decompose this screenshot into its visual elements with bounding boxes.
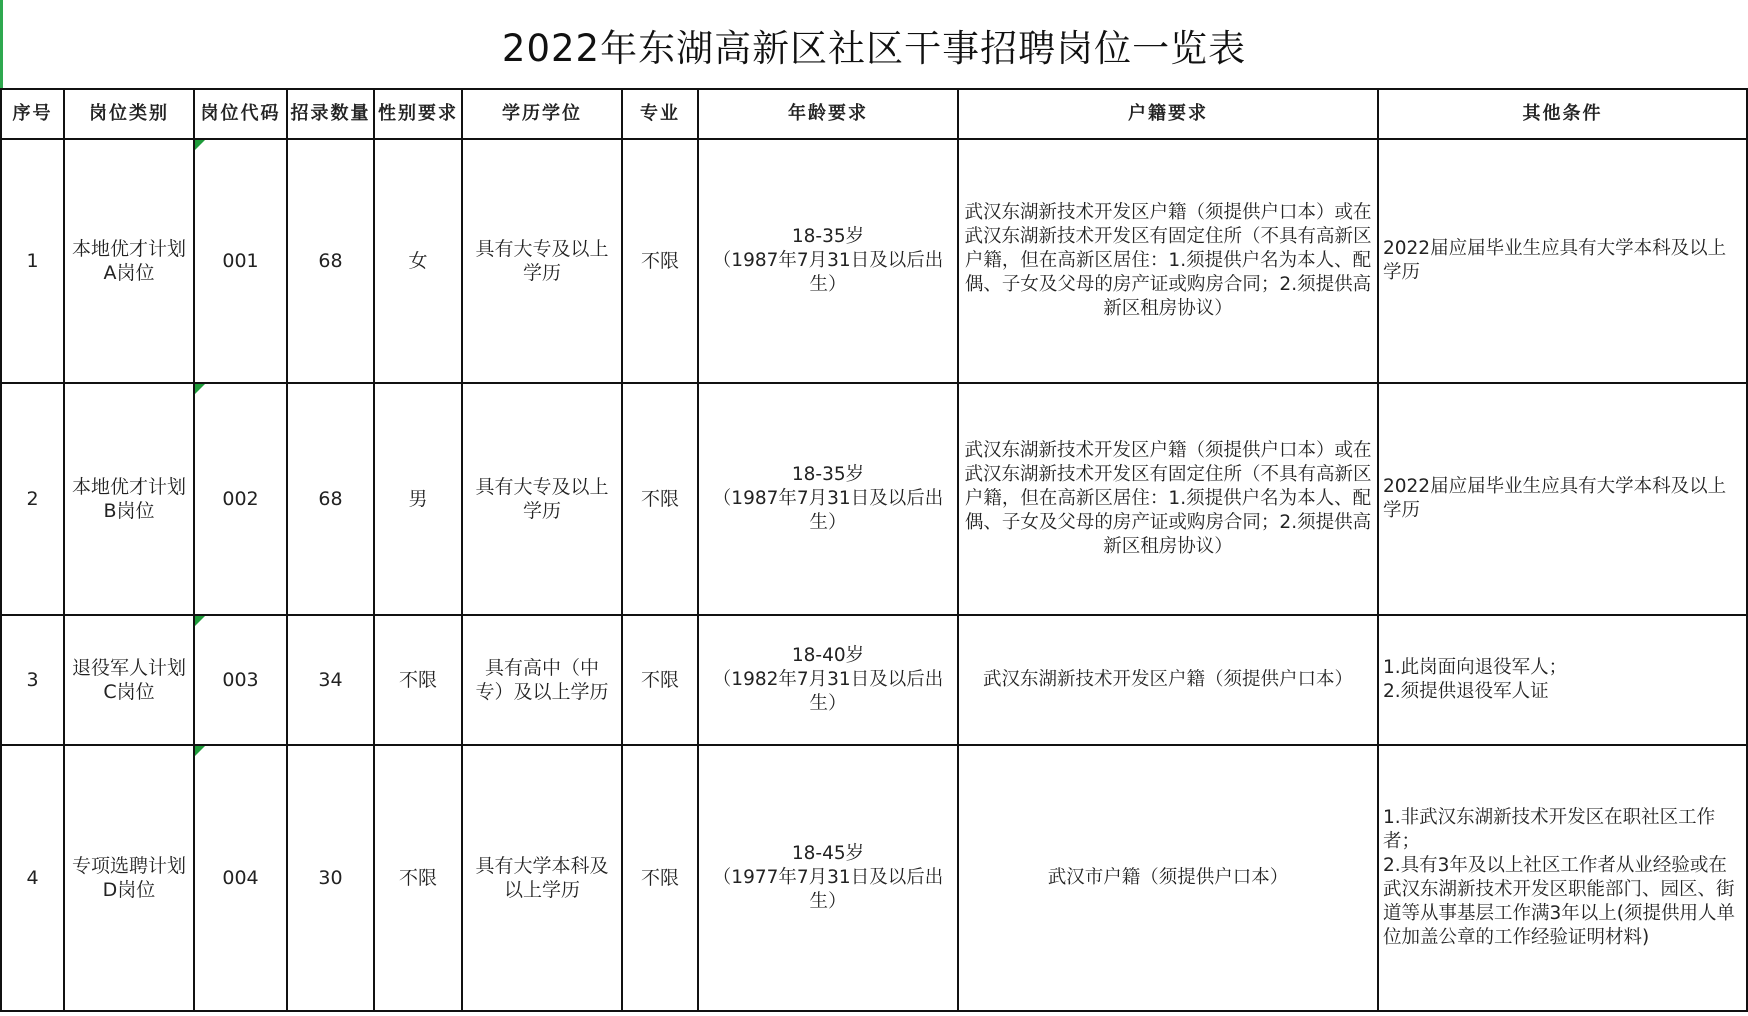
cell-code[interactable] xyxy=(194,615,287,745)
cell-major[interactable]: 不限 xyxy=(622,615,698,745)
cell-hukou[interactable]: 武汉东湖新技术开发区户籍（须提供户口本）或在武汉东湖新技术开发区有固定住所（不具有高新区户籍，但在高新区居住：1.须提供户名为本人、配偶、子女及父母的房产证或购房合同；2.须提供高新区租房协议） xyxy=(958,383,1378,615)
header-code[interactable]: 岗位代码 xyxy=(194,89,287,139)
cell-education[interactable]: 具有大专及以上 学历 xyxy=(462,139,622,383)
cell-seq[interactable]: 3 xyxy=(1,615,64,745)
header-major[interactable]: 专业 xyxy=(622,89,698,139)
cell-age[interactable]: 18-35岁 （1987年7月31日及以后出 生） xyxy=(698,139,958,383)
cell-other[interactable]: 1.非武汉东湖新技术开发区在职社区工作者； 2.具有3年及以上社区工作者从业经验或在武汉东湖新技术开发区职能部门、园区、街道等从事基层工作满3年以上(须提供用人单位加盖公章的工作经验证明材料) xyxy=(1378,745,1747,1011)
cell-gender[interactable]: 不限 xyxy=(374,615,462,745)
cell-code-text: 002 xyxy=(222,488,259,510)
cell-seq[interactable]: 4 xyxy=(1,745,64,1011)
cell-code[interactable] xyxy=(194,745,287,1011)
cell-code-text: 003 xyxy=(222,669,259,691)
cell-education[interactable]: 具有大专及以上 学历 xyxy=(462,383,622,615)
cell-hukou[interactable]: 武汉市户籍（须提供户口本） xyxy=(958,745,1378,1011)
cell-age[interactable]: 18-45岁 （1977年7月31日及以后出 生） xyxy=(698,745,958,1011)
table-row xyxy=(1,383,1747,615)
cell-code[interactable] xyxy=(194,139,287,383)
cell-count[interactable]: 68 xyxy=(287,139,374,383)
header-category[interactable]: 岗位类别 xyxy=(64,89,194,139)
sheet-title: 2022年东湖高新区社区干事招聘岗位一览表 xyxy=(501,27,1247,70)
cell-other[interactable]: 2022届应届毕业生应具有大学本科及以上学历 xyxy=(1378,383,1747,615)
header-hukou[interactable]: 户籍要求 xyxy=(958,89,1378,139)
cell-major[interactable]: 不限 xyxy=(622,745,698,1011)
cell-category[interactable]: 本地优才计划 A岗位 xyxy=(64,139,194,383)
cell-hukou[interactable]: 武汉东湖新技术开发区户籍（须提供户口本）或在武汉东湖新技术开发区有固定住所（不具有高新区户籍，但在高新区居住：1.须提供户名为本人、配偶、子女及父母的房产证或购房合同；2.须提供高新区租房协议） xyxy=(958,139,1378,383)
cell-code[interactable] xyxy=(194,383,287,615)
cell-other[interactable]: 1.此岗面向退役军人； 2.须提供退役军人证 xyxy=(1378,615,1747,745)
cell-category[interactable]: 本地优才计划 B岗位 xyxy=(64,383,194,615)
comment-marker-icon xyxy=(195,384,205,394)
cell-code-text: 001 xyxy=(222,250,259,272)
cell-seq[interactable]: 2 xyxy=(1,383,64,615)
cell-education[interactable]: 具有大学本科及 以上学历 xyxy=(462,745,622,1011)
table-row xyxy=(1,615,1747,745)
cell-code-text: 004 xyxy=(222,867,259,889)
cell-other[interactable]: 2022届应届毕业生应具有大学本科及以上学历 xyxy=(1378,139,1747,383)
table-row xyxy=(1,139,1747,383)
cell-seq[interactable]: 1 xyxy=(1,139,64,383)
header-education[interactable]: 学历学位 xyxy=(462,89,622,139)
header-row xyxy=(1,89,1747,139)
header-age[interactable]: 年龄要求 xyxy=(698,89,958,139)
cell-category[interactable]: 专项选聘计划 D岗位 xyxy=(64,745,194,1011)
header-other[interactable]: 其他条件 xyxy=(1378,89,1747,139)
table-row xyxy=(1,745,1747,1011)
cell-gender[interactable]: 女 xyxy=(374,139,462,383)
header-count[interactable]: 招录数量 xyxy=(287,89,374,139)
cell-count[interactable]: 34 xyxy=(287,615,374,745)
header-seq[interactable]: 序号 xyxy=(1,89,64,139)
cell-gender[interactable]: 不限 xyxy=(374,745,462,1011)
cell-category[interactable]: 退役军人计划 C岗位 xyxy=(64,615,194,745)
cell-count[interactable]: 30 xyxy=(287,745,374,1011)
cell-age[interactable]: 18-40岁 （1982年7月31日及以后出 生） xyxy=(698,615,958,745)
cell-major[interactable]: 不限 xyxy=(622,383,698,615)
header-gender[interactable]: 性别要求 xyxy=(374,89,462,139)
comment-marker-icon xyxy=(195,140,205,150)
comment-marker-icon xyxy=(195,746,205,756)
cell-hukou[interactable]: 武汉东湖新技术开发区户籍（须提供户口本） xyxy=(958,615,1378,745)
comment-marker-icon xyxy=(195,616,205,626)
cell-age[interactable]: 18-35岁 （1987年7月31日及以后出 生） xyxy=(698,383,958,615)
recruitment-table xyxy=(0,88,1748,1012)
cell-gender[interactable]: 男 xyxy=(374,383,462,615)
cell-major[interactable]: 不限 xyxy=(622,139,698,383)
cell-count[interactable]: 68 xyxy=(287,383,374,615)
cell-education[interactable]: 具有高中（中 专）及以上学历 xyxy=(462,615,622,745)
